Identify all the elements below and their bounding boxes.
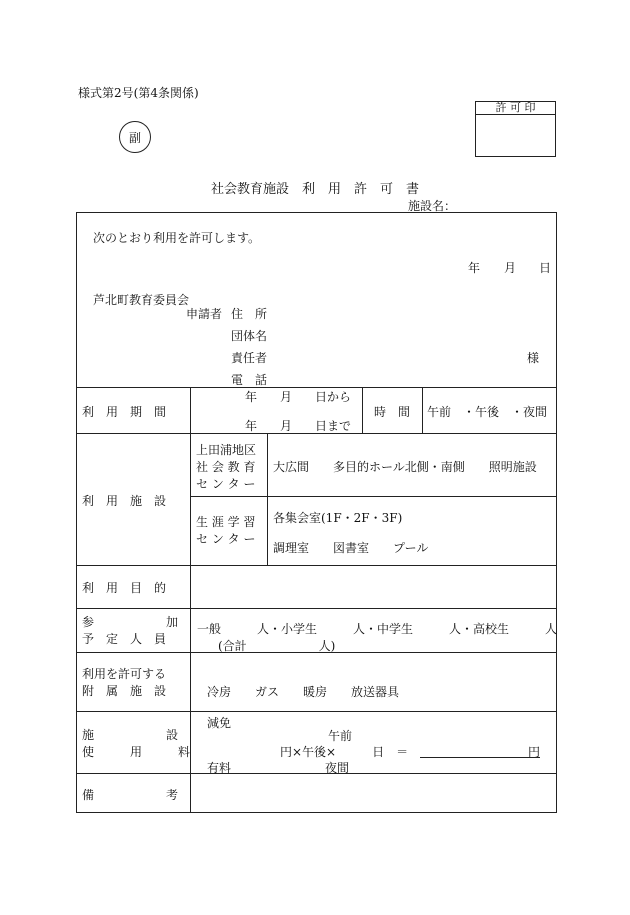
fee-night: 夜間 — [325, 761, 350, 775]
date-day: 日 — [539, 261, 552, 275]
applicant-address-label: 住 所 — [231, 307, 268, 321]
fee-morning: 午前 — [328, 729, 353, 743]
attendance-total: (合計 人) — [218, 639, 336, 653]
page-title: 社会教育施設 利 用 許 可 書 — [210, 182, 419, 197]
time-label: 時 間 — [374, 405, 411, 419]
period-from-month: 月 — [280, 390, 293, 404]
applicant-phone-label: 電 話 — [231, 373, 268, 387]
period-from-day: 日から — [315, 390, 352, 404]
copy-mark-circle: 副 — [119, 121, 151, 153]
purpose-label: 利 用 目 的 — [82, 581, 167, 595]
center-lifelong-rooms-2: 調理室 図書室 プール — [273, 541, 429, 555]
attendance-label: 参 加 予 定 人 員 — [82, 615, 179, 646]
center-kamitaura-name: 上田浦地区 社 会 教 育 セ ン タ ー — [196, 443, 257, 491]
issuer: 芦北町教育委員会 — [93, 293, 190, 307]
form-number: 様式第2号(第4条関係) — [78, 86, 199, 100]
center-lifelong-name: 生 涯 学 習 セ ン タ ー — [196, 515, 256, 546]
applicant-group-label: 団体名 — [231, 329, 268, 343]
period-from-year: 年 — [245, 390, 258, 404]
period-to-day: 日まで — [315, 419, 352, 433]
applicant-representative-label: 責任者 — [231, 351, 268, 365]
intro-text: 次のとおり利用を許可します。 — [93, 231, 261, 245]
equipment-label: 利用を許可する 附 属 施 設 — [82, 667, 167, 698]
facilities-label: 利 用 施 設 — [82, 494, 167, 508]
center-kamitaura-rooms: 大広間 多目的ホール北側・南側 照明施設 — [273, 460, 537, 474]
attendance-breakdown: 一般 人・小学生 人・中学生 人・高校生 人 — [197, 622, 558, 636]
date-year: 年 — [468, 261, 481, 275]
fee-yen: 円 — [528, 745, 541, 759]
remarks-label: 備 考 — [82, 788, 179, 802]
center-lifelong-rooms-1: 各集会室(1F・2F・3F) — [273, 511, 403, 525]
fee-paid: 有料 — [207, 761, 232, 775]
fee-exempt: 減免 — [207, 716, 232, 730]
period-to-month: 月 — [280, 419, 293, 433]
period-label: 利 用 期 間 — [82, 405, 167, 419]
fee-amount-underline — [420, 757, 540, 758]
honorific: 様 — [527, 351, 540, 365]
period-to-year: 年 — [245, 419, 258, 433]
stamp-label: 許 可 印 — [495, 101, 536, 114]
fee-formula: 円×午後× 日 ＝ — [280, 745, 409, 759]
date-month: 月 — [504, 261, 517, 275]
equipment-items: 冷房 ガス 暖房 放送器具 — [207, 685, 400, 699]
fee-label: 施 設 使 用 料 — [82, 728, 191, 759]
time-options: 午前 ・午後 ・夜間 — [427, 405, 548, 419]
applicant-label: 申請者 — [186, 307, 223, 321]
facility-name-label: 施設名： — [408, 199, 457, 213]
